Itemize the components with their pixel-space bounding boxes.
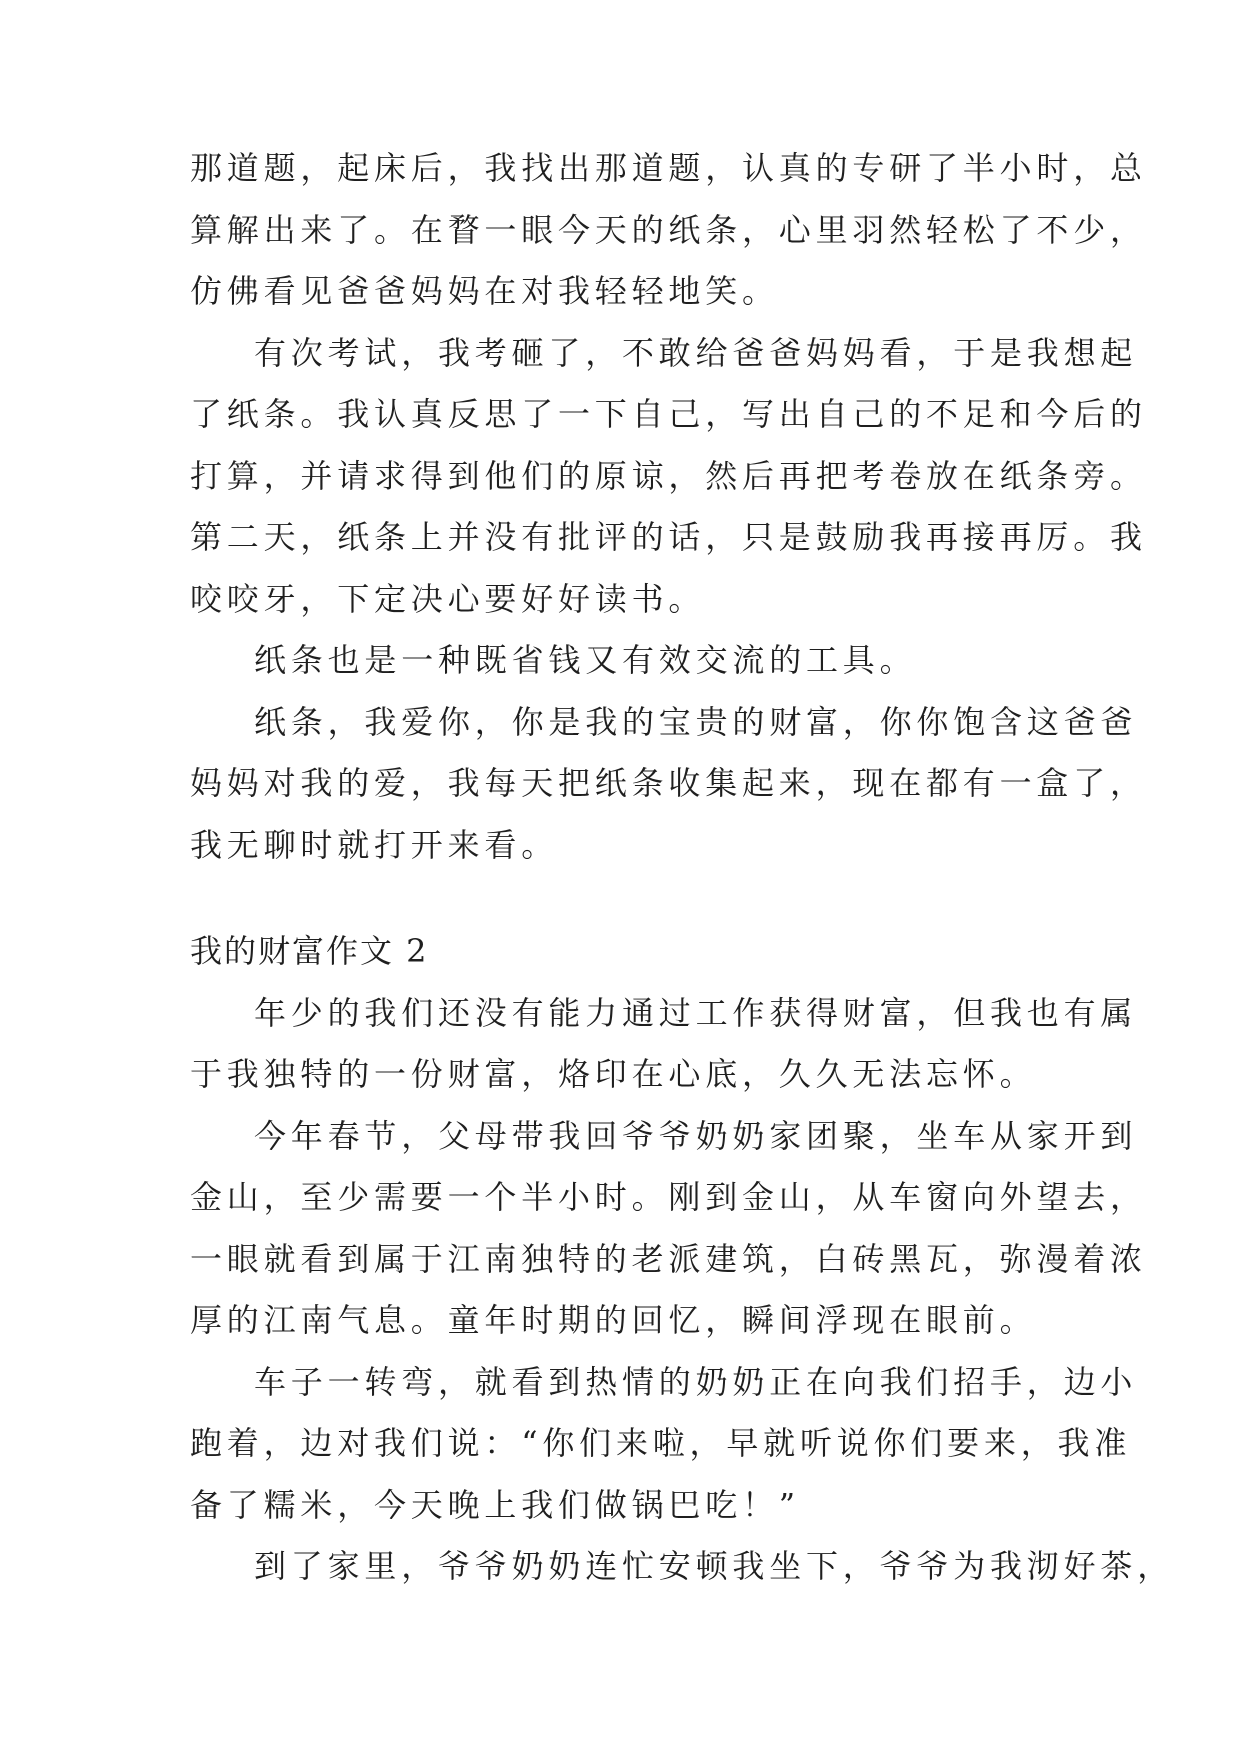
paragraph-line: 算解出来了。在瞀一眼今天的纸条，心里羽然轻松了不少，: [190, 211, 1147, 249]
paragraph-line: 妈妈对我的爱，我每天把纸条收集起来，现在都有一盒了，: [190, 764, 1147, 802]
paragraph-line: 仿佛看见爸爸妈妈在对我轻轻地笑。: [190, 272, 779, 310]
paragraph-line: 金山，至少需要一个半小时。刚到金山，从车窗向外望去，: [190, 1178, 1147, 1216]
paragraph-line: 厚的江南气息。童年时期的回忆，瞬间浮现在眼前。: [190, 1301, 1037, 1339]
paragraph-line: 打算，并请求得到他们的原谅，然后再把考卷放在纸条旁。: [190, 457, 1147, 495]
paragraph-line: 今年春节，父母带我回爷爷奶奶家团聚，坐车从家开到: [254, 1117, 1138, 1155]
paragraph-line: 第二天，纸条上并没有批评的话，只是鼓励我再接再厉。我: [190, 518, 1147, 556]
paragraph-line: 一眼就看到属于江南独特的老派建筑，白砖黑瓦，弥漫着浓: [190, 1240, 1147, 1278]
paragraph-line: 到了家里，爷爷奶奶连忙安顿我坐下，爷爷为我沏好茶，: [254, 1547, 1175, 1585]
paragraph-line: 有次考试，我考砸了，不敢给爸爸妈妈看，于是我想起: [254, 334, 1138, 372]
paragraph-line: 纸条也是一种既省钱又有效交流的工具。: [254, 641, 917, 679]
paragraph-line: 车子一转弯，就看到热情的奶奶正在向我们招手，边小: [254, 1363, 1138, 1401]
paragraph-line: 年少的我们还没有能力通过工作获得财富，但我也有属: [254, 994, 1138, 1032]
paragraph-line: 纸条，我爱你，你是我的宝贵的财富，你你饱含这爸爸: [254, 703, 1138, 741]
paragraph-line: 了纸条。我认真反思了一下自己，写出自己的不足和今后的: [190, 395, 1147, 433]
paragraph-line: 于我独特的一份财富，烙印在心底，久久无法忘怀。: [190, 1055, 1037, 1093]
paragraph-line: 跑着，边对我们说：“你们来啦，早就听说你们要来，我准: [190, 1424, 1132, 1462]
paragraph-line: 咬咬牙，下定决心要好好读书。: [190, 580, 706, 618]
paragraph-line: 备了糯米，今天晚上我们做锅巴吃！”: [190, 1486, 800, 1524]
paragraph-line: 那道题，起床后，我找出那道题，认真的专研了半小时，总: [190, 149, 1147, 187]
section-heading: 我的财富作文 2: [190, 932, 429, 970]
paragraph-line: 我无聊时就打开来看。: [190, 826, 559, 864]
